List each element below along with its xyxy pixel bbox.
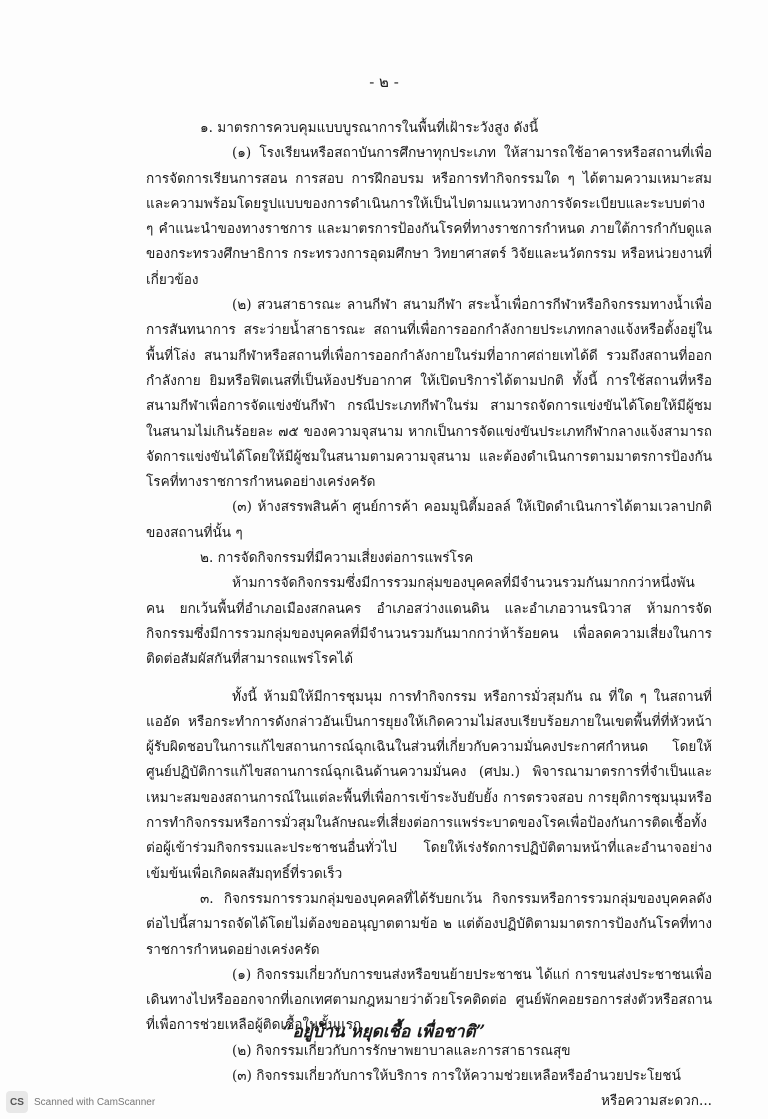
paragraph-s1c: (๓) ห้างสรรพสินค้า ศูนย์การค้า คอมมูนิตี้มอลล์ ให้เปิดดำเนินการได้ตามเวลาปกติของสถานที่นั้น ๆ [146, 499, 712, 541]
scanner-watermark [6, 1091, 155, 1113]
paragraph-s2b: ทั้งนี้ ห้ามมิให้มีการชุมนุม การทำกิจกรรม หรือการมั่วสุมกัน ณ ที่ใด ๆ ในสถานที่แออัด หรือกระทำการดังกล่าวอันเป็นการยุยงให้เกิดความไม่สงบเรียบร้อยภายในเขตพื้นที่ที่หัวหน้าผู้รับผิดชอบในการแก้ไขสถานการณ์ฉุกเฉินในส่วนที่เกี่ยวกับความมั่นคงประกาศกำหนด โดยให้ศูนย์ปฏิบัติการแก้ไขสถานการณ์ฉุกเฉินด้านความมั่นคง (ศปม.) พิจารณามาตรการที่จำเป็นและเหมาะสมของสถานการณ์ในแต่ละพื้นที่เพื่อการเข้าระงับยับยั้ง การตรวจสอบ การยุติการชุมนุมหรือการทำกิจกรรมหรือการมั่วสุมในลักษณะที่เสี่ยงต่อการแพร่ระบาดของโรคเพื่อป้องกันการติดเชื้อทั้งต่อผู้เข้าร่วมกิจกรรมและประชาชนอื่นทั่วไป โดยให้เร่งรัดการปฏิบัติตามหน้าที่และอำนาจอย่างเข้มข้นเพื่อเกิดผลสัมฤทธิ์ที่รวดเร็ว [146, 688, 712, 882]
paragraph-s2: ๒. การจัดกิจกรรมที่มีความเสี่ยงต่อการแพร่โรค [200, 550, 474, 567]
paragraph-s2a: ห้ามการจัดกิจกรรมซึ่งมีการรวมกลุ่มของบุคคลที่มีจำนวนรวมกันมากกว่าหนึ่งพันคน ยกเว้นพื้นที่อำเภอเมืองสกลนคร อำเภอสว่างแดนดิน และอำเภอวานรนิวาส ห้ามการจัดกิจกรรมซึ่งมีการรวมกลุ่มของบุคคลที่มีจำนวนรวมกันมากกว่าห้าร้อยคน เพื่อลดความเสี่ยงในการติดต่อสัมผัสกันที่สามารถแพร่โรคได้ [146, 575, 712, 668]
paragraph-s3c: (๓) กิจกรรมเกี่ยวกับการให้บริการ การให้ความช่วยเหลือหรืออำนวยประโยชน์ [232, 1067, 681, 1084]
paragraph-gap [146, 673, 712, 685]
paragraph-s1: ๑. มาตรการควบคุมแบบบูรณาการในพื้นที่เฝ้าระวังสูง ดังนี้ [200, 120, 539, 136]
footer-motto: “อยู่บ้าน หยุดเชื้อ เพื่อชาติ” [282, 1022, 486, 1042]
paragraph-s3: ๓. กิจกรรมการรวมกลุ่มของบุคคลที่ได้รับยกเว้น กิจกรรมหรือการรวมกลุ่มของบุคคลดังต่อไปนี้สามารถจัดได้โดยไม่ต้องขออนุญาตตามข้อ ๒ แต่ต้องปฏิบัติตามมาตรการป้องกันโรคที่ทางราชการกำหนดอย่างเคร่งครัด [146, 890, 712, 958]
scanner-text: Scanned with CamScanner [34, 1096, 156, 1108]
camscanner-logo-icon: CS [6, 1091, 28, 1113]
paragraph-next: หรือความสะดวก... [600, 1093, 712, 1110]
paragraph-s1b: (๒) สวนสาธารณะ ลานกีฬา สนามกีฬา สระน้ำเพื่อการกีฬาหรือกิจกรรมทางน้ำเพื่อการสันทนาการ สระว่ายน้ำสาธารณะ สถานที่เพื่อการออกกำลังกายประเภทกลางแจ้งหรือตั้งอยู่ในพื้นที่โล่ง สนามกีฬาหรือสถานที่เพื่อการออกกำลังกายในร่มที่อากาศถ่ายเทได้ดี รวมถึงสถานที่ออกกำลังกาย ยิมหรือฟิตเนสที่เป็นห้องปรับอากาศ ให้เปิดบริการได้ตามปกติ ทั้งนี้ การใช้สถานที่หรือสนามกีฬาเพื่อการจัดแข่งขันกีฬา กรณีประเภทกีฬาในร่ม สามารถจัดการแข่งขันได้โดยให้มีผู้ชมในสนามไม่เกินร้อยละ ๗๕ ของความจุสนาม หากเป็นการจัดแข่งขันประเภทกีฬากลางแจ้งสามารถจัดการแข่งขันได้โดยให้มีผู้ชมในสนามตามความจุสนาม และต้องดำเนินการตามมาตรการป้องกันโรคที่ทางราชการกำหนดอย่างเคร่งครัด [146, 297, 712, 491]
paragraph-s3a: (๑) กิจกรรมเกี่ยวกับการขนส่งหรือขนย้ายประชาชน ได้แก่ การขนส่งประชาชนเพื่อเดินทางไปหรือออกจากที่เอกเทศตามกฎหมายว่าด้วยโรคติดต่อ ศูนย์พักคอยรอการส่งตัวหรือสถานที่เพื่อการช่วยเหลือผู้ติดเชื้อในขั้นแรก [146, 966, 712, 1034]
paragraph-s1a: (๑) โรงเรียนหรือสถาบันการศึกษาทุกประเภท ให้สามารถใช้อาคารหรือสถานที่เพื่อการจัดการเรียนการสอน การสอบ การฝึกอบรม หรือการทำกิจกรรมใด ๆ ได้ตามความเหมาะสมและความพร้อมโดยรูปแบบของการดำเนินการให้เป็นไปตามแนวทางการจัดระเบียบและระบบต่าง ๆ คำแนะนำของทางราชการ และมาตรการป้องกันโรคที่ทางราชการกำหนด ภายใต้การกำกับดูแลของกระทรวงศึกษาธิการ กระทรวงการอุดมศึกษา วิทยาศาสตร์ วิจัยและนวัตกรรม หรือหน่วยงานที่เกี่ยวข้อง [146, 145, 712, 288]
document-body [146, 116, 712, 1115]
page-number: - ๒ - [369, 73, 399, 91]
paragraph-s3b: (๒) กิจกรรมเกี่ยวกับการรักษาพยาบาลและการสาธารณสุข [232, 1042, 571, 1059]
